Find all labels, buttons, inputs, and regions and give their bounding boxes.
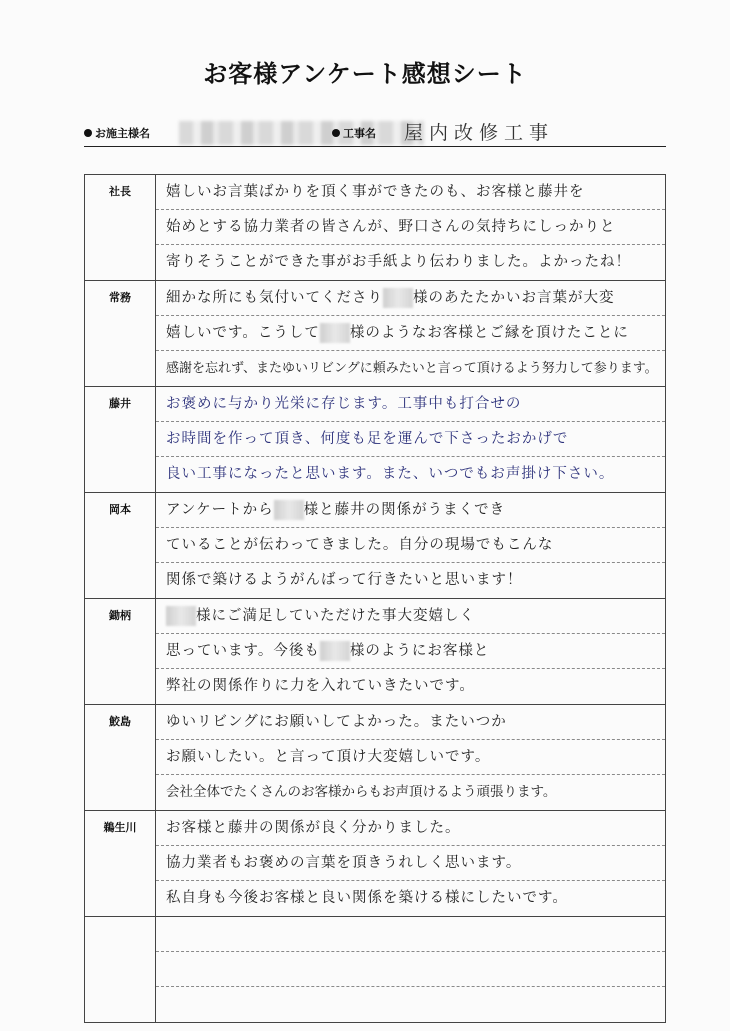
table-row bbox=[85, 811, 666, 917]
staff-name: 藤井 bbox=[85, 387, 156, 493]
comment-line: お願いしたい。と言って頂け大変嬉しいです。 bbox=[156, 740, 665, 775]
comment-line: ていることが伝わってきました。自分の現場でもこんな bbox=[156, 528, 665, 563]
staff-name-empty bbox=[85, 917, 156, 1023]
comment-lines bbox=[156, 493, 665, 598]
redacted-name bbox=[320, 641, 350, 661]
comment-line: 関係で築けるようがんばって行きたいと思います！ bbox=[166, 572, 523, 588]
comment-lines bbox=[156, 599, 665, 704]
comment-lines bbox=[156, 705, 665, 810]
comment-line: お褒めに与かり光栄に存じます。工事中も打合せの bbox=[156, 387, 665, 422]
comment-lines bbox=[156, 387, 665, 492]
redacted-name bbox=[274, 500, 304, 520]
staff-name: 鵜生川 bbox=[85, 811, 156, 917]
comment-line: お客様と藤井の関係が良く分かりました。 bbox=[156, 811, 665, 846]
comment-lines bbox=[156, 811, 665, 916]
comment-line: 弊社の関係作りに力を入れていきたいです。 bbox=[166, 678, 475, 694]
bullet-icon bbox=[332, 129, 340, 137]
comment-line bbox=[156, 952, 665, 987]
comment-line bbox=[156, 917, 665, 952]
comment-line: 様にご満足していただけた事大変嬉しく bbox=[156, 599, 665, 634]
table-row bbox=[85, 281, 666, 387]
comment-line: 良い工事になったと思います。また、いつでもお声掛け下さい。 bbox=[166, 466, 615, 482]
customer-label: お施主様名 bbox=[84, 125, 150, 141]
project-name: 屋内改修工事 bbox=[404, 122, 555, 144]
comment-line: 私自身も今後お客様と良い関係を築ける様にしたいです。 bbox=[166, 890, 568, 906]
staff-name: 社長 bbox=[85, 175, 156, 281]
comment-table bbox=[84, 174, 666, 1023]
comment-lines bbox=[156, 175, 665, 280]
staff-name: 岡本 bbox=[85, 493, 156, 599]
comment-line: 嬉しいお言葉ばかりを頂く事ができたのも、お客様と藤井を bbox=[156, 175, 665, 210]
comment-line: 寄りそうことができた事がお手紙より伝わりました。よかったね！ bbox=[166, 254, 631, 270]
comment-line: 感謝を忘れず、またゆいリビングに頼みたいと言って頂けるよう努力して参ります。 bbox=[166, 361, 658, 376]
page-title: お客様アンケート感想シート bbox=[203, 60, 527, 88]
redacted-customer-name bbox=[179, 121, 424, 145]
info-underline bbox=[84, 146, 666, 147]
comment-line: 会社全体でたくさんのお客様からもお声頂けるよう頑張ります。 bbox=[166, 784, 557, 800]
redacted-name bbox=[383, 288, 413, 308]
comment-line: 思っています。今後も 様のようにお客様と bbox=[156, 634, 665, 669]
comment-line: アンケートから 様と藤井の関係がうまくでき bbox=[156, 493, 665, 528]
comment-line: お時間を作って頂き、何度も足を運んで下さったおかげで bbox=[156, 422, 665, 457]
bullet-icon bbox=[84, 129, 92, 137]
table-row bbox=[85, 493, 666, 599]
table-row bbox=[85, 917, 666, 1023]
staff-name: 鮫島 bbox=[85, 705, 156, 811]
redacted-name bbox=[320, 323, 350, 343]
info-row bbox=[84, 118, 664, 148]
comment-line bbox=[156, 987, 665, 1022]
table-row bbox=[85, 175, 666, 281]
comment-lines bbox=[156, 917, 665, 1022]
comment-lines bbox=[156, 281, 665, 386]
comment-line: 始めとする協力業者の皆さんが、野口さんの気持ちにしっかりと bbox=[156, 210, 665, 245]
comment-line: ゆいリビングにお願いしてよかった。またいつか bbox=[156, 705, 665, 740]
comment-line: 細かな所にも気付いてくださり 様のあたたかいお言葉が大変 bbox=[156, 281, 665, 316]
table-row bbox=[85, 705, 666, 811]
redacted-name bbox=[166, 606, 196, 626]
staff-name: 鋤柄 bbox=[85, 599, 156, 705]
table-row bbox=[85, 387, 666, 493]
project-label: 工事名 bbox=[332, 125, 376, 141]
comment-line: 協力業者もお褒めの言葉を頂きうれしく思います。 bbox=[156, 846, 665, 881]
comment-line: 嬉しいです。こうして 様のようなお客様とご縁を頂けたことに bbox=[156, 316, 665, 351]
table-row bbox=[85, 599, 666, 705]
staff-name: 常務 bbox=[85, 281, 156, 387]
